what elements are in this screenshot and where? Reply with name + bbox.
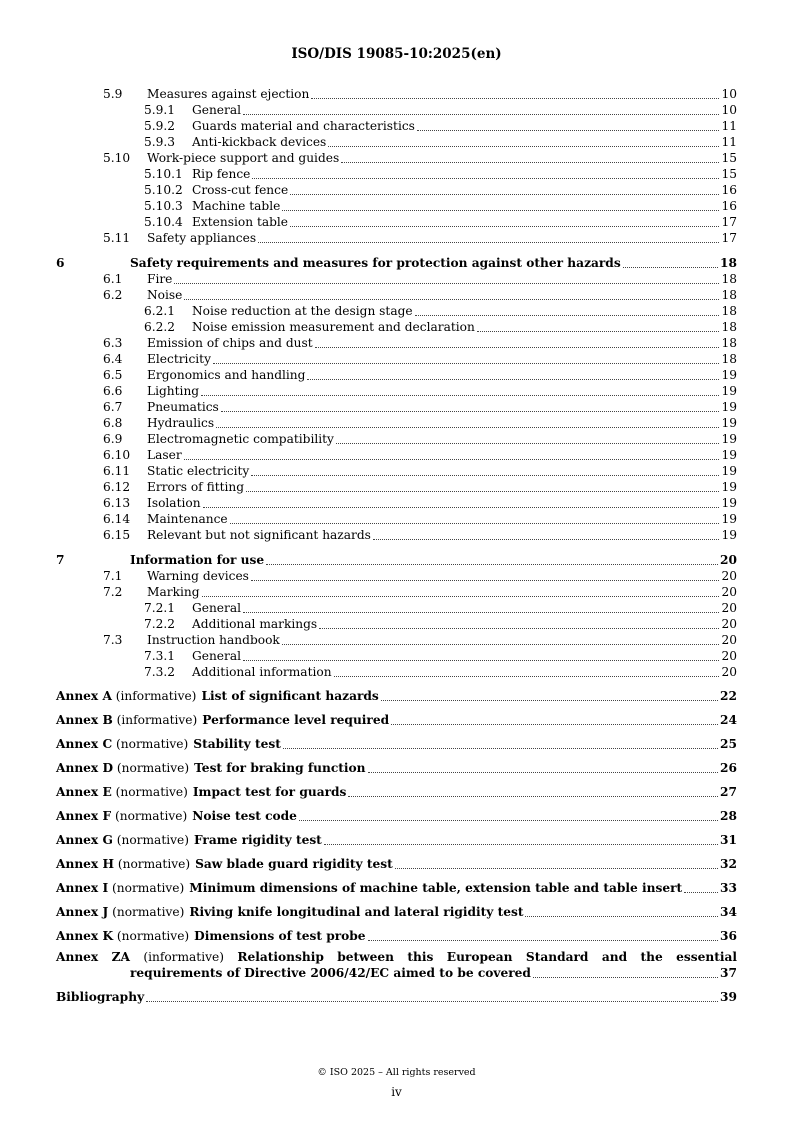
dot-leader bbox=[341, 161, 719, 163]
toc-entry[interactable] bbox=[103, 336, 737, 351]
toc-entry[interactable] bbox=[103, 569, 737, 584]
annex-za-word: Standard bbox=[525, 950, 589, 964]
dot-leader bbox=[246, 490, 719, 492]
dot-leader bbox=[266, 563, 718, 565]
entry-title: Additional information bbox=[192, 665, 332, 679]
dot-leader bbox=[146, 1000, 718, 1002]
entry-number: 7.2 bbox=[103, 585, 123, 599]
annex-entry[interactable] bbox=[56, 737, 737, 752]
toc-entry[interactable] bbox=[103, 416, 737, 431]
annex-type: (normative) bbox=[113, 929, 190, 943]
dot-leader bbox=[417, 129, 720, 131]
entry-number: 7.3.1 bbox=[144, 649, 176, 663]
dot-leader bbox=[307, 378, 719, 380]
annex-entry[interactable] bbox=[56, 761, 737, 776]
dot-leader bbox=[282, 209, 719, 211]
entry-title: General bbox=[192, 649, 241, 663]
annex-za-word: (informative) bbox=[143, 950, 224, 964]
entry-page: 20 bbox=[721, 601, 737, 615]
entry-title: Electromagnetic compatibility bbox=[147, 432, 334, 446]
entry-page: 10 bbox=[721, 87, 737, 101]
annex-za-heading-line[interactable] bbox=[56, 950, 737, 965]
entry-title: General bbox=[192, 103, 241, 117]
entry-page: 19 bbox=[721, 432, 737, 446]
annex-type: (normative) bbox=[113, 761, 190, 775]
entry-title: Static electricity bbox=[147, 464, 250, 478]
annex-za-word: and bbox=[601, 950, 628, 964]
annex-title: Dimensions of test probe bbox=[194, 929, 366, 943]
entry-page: 27 bbox=[720, 785, 737, 799]
entry-number: 7.3.2 bbox=[144, 665, 176, 679]
entry-number: 6.2.2 bbox=[144, 320, 176, 334]
annex-entry[interactable] bbox=[56, 881, 737, 896]
toc-entry[interactable] bbox=[103, 272, 737, 287]
toc-entry[interactable] bbox=[103, 528, 737, 543]
entry-title: Machine table bbox=[192, 199, 281, 213]
annex-label: Annex K bbox=[56, 929, 114, 943]
annex-title: Riving knife longitudinal and lateral rigidity test bbox=[189, 905, 524, 919]
annex-type: (normative) bbox=[111, 785, 188, 799]
entry-page: 36 bbox=[720, 929, 737, 943]
dot-leader bbox=[623, 266, 718, 268]
entry-title: Extension table bbox=[192, 215, 289, 229]
annex-type: (normative) bbox=[108, 881, 185, 895]
toc-entry[interactable] bbox=[103, 231, 737, 246]
entry-page: 15 bbox=[721, 167, 737, 181]
entry-title: Marking bbox=[147, 585, 200, 599]
annex-type: (normative) bbox=[112, 833, 189, 847]
entry-number: 7.1 bbox=[103, 569, 123, 583]
entry-title: Noise reduction at the design stage bbox=[192, 304, 413, 318]
toc-entry[interactable] bbox=[103, 585, 737, 600]
entry-number: 6.10 bbox=[103, 448, 131, 462]
toc-entry[interactable] bbox=[144, 601, 737, 616]
annex-label: Annex B bbox=[56, 713, 113, 727]
dot-leader bbox=[251, 474, 719, 476]
dot-leader bbox=[203, 506, 720, 508]
entry-page: 34 bbox=[720, 905, 737, 919]
dot-leader bbox=[336, 442, 720, 444]
entry-page: 19 bbox=[721, 400, 737, 414]
entry-title: Noise bbox=[147, 288, 183, 302]
dot-leader bbox=[381, 699, 718, 701]
entry-number: 6.5 bbox=[103, 368, 123, 382]
toc-entry[interactable] bbox=[144, 199, 737, 214]
toc-entry[interactable] bbox=[103, 288, 737, 303]
entry-number: 7.3 bbox=[103, 633, 123, 647]
dot-leader bbox=[684, 891, 718, 893]
entry-title: Instruction handbook bbox=[147, 633, 280, 647]
dot-leader bbox=[533, 976, 718, 978]
entry-number: 5.11 bbox=[103, 231, 131, 245]
entry-number: 7 bbox=[56, 553, 65, 567]
entry-page: 16 bbox=[721, 183, 737, 197]
annex-entry[interactable] bbox=[56, 929, 737, 944]
entry-page: 39 bbox=[720, 990, 737, 1004]
dot-leader bbox=[184, 458, 720, 460]
entry-title: Information for use bbox=[130, 553, 265, 567]
annex-za-word: Relationship bbox=[237, 950, 324, 964]
annex-title: Noise test code bbox=[192, 809, 297, 823]
annex-title: Stability test bbox=[193, 737, 281, 751]
annex-title: Performance level required bbox=[202, 713, 390, 727]
document-header: ISO/DIS 19085-10:2025(en) bbox=[291, 46, 502, 62]
dot-leader bbox=[395, 867, 718, 869]
annex-type: (informative) bbox=[112, 713, 198, 727]
dot-leader bbox=[282, 643, 720, 645]
entry-title: Measures against ejection bbox=[147, 87, 310, 101]
toc-entry[interactable] bbox=[144, 649, 737, 664]
entry-title: Fire bbox=[147, 272, 173, 286]
dot-leader bbox=[315, 346, 720, 348]
annex-entry[interactable] bbox=[56, 857, 737, 872]
entry-number: 5.9.1 bbox=[144, 103, 176, 117]
toc-entry[interactable] bbox=[144, 665, 737, 680]
entry-page: 18 bbox=[721, 336, 737, 350]
annex-label: Annex A bbox=[56, 689, 112, 703]
toc-entry[interactable] bbox=[103, 352, 737, 367]
entry-number: 5.10.3 bbox=[144, 199, 183, 213]
toc-entry[interactable] bbox=[103, 512, 737, 527]
entry-number: 6.6 bbox=[103, 384, 123, 398]
dot-leader bbox=[201, 394, 719, 396]
entry-page: 18 bbox=[721, 288, 737, 302]
dot-leader bbox=[216, 426, 719, 428]
dot-leader bbox=[368, 939, 718, 941]
dot-leader bbox=[391, 723, 718, 725]
entry-page: 19 bbox=[721, 368, 737, 382]
entry-page: 20 bbox=[721, 617, 737, 631]
entry-title: Relevant but not significant hazards bbox=[147, 528, 371, 542]
dot-leader bbox=[252, 177, 719, 179]
entry-number: 5.10 bbox=[103, 151, 131, 165]
entry-title: Safety appliances bbox=[147, 231, 257, 245]
annex-za-word: the bbox=[640, 950, 663, 964]
toc-entry[interactable] bbox=[103, 633, 737, 648]
dot-leader bbox=[290, 193, 719, 195]
toc-entry[interactable] bbox=[103, 496, 737, 511]
entry-title: Hydraulics bbox=[147, 416, 215, 430]
annex-title: Minimum dimensions of machine table, extension table and table insert bbox=[189, 881, 683, 895]
annex-za-entry[interactable] bbox=[130, 966, 737, 981]
entry-page: 11 bbox=[721, 119, 737, 133]
entry-page: 19 bbox=[721, 464, 737, 478]
annex-za-word: European bbox=[446, 950, 513, 964]
entry-page: 18 bbox=[721, 272, 737, 286]
dot-leader bbox=[258, 241, 719, 243]
annex-title: Impact test for guards bbox=[192, 785, 347, 799]
annex-label: Annex D bbox=[56, 761, 114, 775]
toc-chapter-entry[interactable] bbox=[56, 553, 737, 568]
entry-number: 6.12 bbox=[103, 480, 131, 494]
dot-leader bbox=[251, 579, 720, 581]
annex-label: Annex C bbox=[56, 737, 113, 751]
toc-entry[interactable] bbox=[144, 320, 737, 335]
entry-page: 20 bbox=[721, 649, 737, 663]
entry-number: 6.13 bbox=[103, 496, 131, 510]
dot-leader bbox=[368, 771, 719, 773]
entry-title: Additional markings bbox=[192, 617, 318, 631]
dot-leader bbox=[221, 410, 720, 412]
entry-page: 20 bbox=[721, 585, 737, 599]
entry-number: 5.9.3 bbox=[144, 135, 176, 149]
annex-za-word: Annex bbox=[56, 950, 99, 964]
entry-title: Guards material and characteristics bbox=[192, 119, 415, 133]
dot-leader bbox=[283, 747, 718, 749]
annex-label: Annex E bbox=[56, 785, 112, 799]
toc-entry[interactable] bbox=[103, 368, 737, 383]
entry-number: 6.11 bbox=[103, 464, 131, 478]
entry-number: 6.2.1 bbox=[144, 304, 176, 318]
toc-entry[interactable] bbox=[144, 119, 737, 134]
page-number: iv bbox=[391, 1085, 402, 1099]
annex-type: (normative) bbox=[108, 905, 185, 919]
entry-title: Work-piece support and guides bbox=[147, 151, 340, 165]
annex-label: Annex I bbox=[56, 881, 109, 895]
entry-number: 6.7 bbox=[103, 400, 123, 414]
toc-entry[interactable] bbox=[144, 183, 737, 198]
entry-number: 6.3 bbox=[103, 336, 123, 350]
annex-entry[interactable] bbox=[56, 905, 737, 920]
dot-leader bbox=[290, 225, 719, 227]
annex-type: (informative) bbox=[111, 689, 197, 703]
entry-page: 24 bbox=[720, 713, 737, 727]
annex-label: Annex F bbox=[56, 809, 112, 823]
dot-leader bbox=[230, 522, 720, 524]
toc-entry[interactable] bbox=[144, 167, 737, 182]
entry-title: Lighting bbox=[147, 384, 200, 398]
annex-entry[interactable] bbox=[56, 713, 737, 728]
annex-title: Test for braking function bbox=[194, 761, 366, 775]
entry-page: 20 bbox=[721, 633, 737, 647]
entry-page: 11 bbox=[721, 135, 737, 149]
entry-number: 6.9 bbox=[103, 432, 123, 446]
toc-entry[interactable] bbox=[103, 87, 737, 102]
entry-page: 19 bbox=[721, 512, 737, 526]
entry-page: 18 bbox=[721, 320, 737, 334]
toc-entry[interactable] bbox=[144, 135, 737, 150]
entry-page: 15 bbox=[721, 151, 737, 165]
annex-type: (normative) bbox=[113, 857, 191, 871]
entry-title: Errors of fitting bbox=[147, 480, 245, 494]
entry-page: 17 bbox=[721, 231, 737, 245]
entry-title: Emission of chips and dust bbox=[147, 336, 313, 350]
annex-label: Annex G bbox=[56, 833, 113, 847]
annex-title: Saw blade guard rigidity test bbox=[195, 857, 393, 871]
entry-page: 16 bbox=[721, 199, 737, 213]
entry-number: 6 bbox=[56, 256, 65, 270]
toc-chapter-entry[interactable] bbox=[56, 256, 737, 271]
entry-page: 17 bbox=[721, 215, 737, 229]
toc-entry[interactable] bbox=[144, 103, 737, 118]
annex-title: List of significant hazards bbox=[201, 689, 379, 703]
entry-page: 31 bbox=[720, 833, 737, 847]
entry-number: 5.10.4 bbox=[144, 215, 183, 229]
toc-entry[interactable] bbox=[103, 480, 737, 495]
annex-label: Annex J bbox=[56, 905, 109, 919]
entry-page: 10 bbox=[721, 103, 737, 117]
entry-number: 7.2.1 bbox=[144, 601, 176, 615]
annex-za-word: ZA bbox=[111, 950, 130, 964]
entry-title: Warning devices bbox=[147, 569, 249, 583]
entry-title: Safety requirements and measures for protection against other hazards bbox=[130, 256, 621, 270]
annex-label: Annex H bbox=[56, 857, 114, 871]
entry-page: 19 bbox=[721, 528, 737, 542]
entry-number: 5.10.1 bbox=[144, 167, 183, 181]
dot-leader bbox=[202, 595, 720, 597]
annex-za-title: requirements of Directive 2006/42/EC aimed to be covered bbox=[130, 966, 531, 980]
dot-leader bbox=[174, 282, 719, 284]
entry-title: Isolation bbox=[147, 496, 201, 510]
entry-number: 7.2.2 bbox=[144, 617, 176, 631]
dot-leader bbox=[334, 675, 720, 677]
entry-page: 33 bbox=[720, 881, 737, 895]
bibliography-title: Bibliography bbox=[56, 990, 145, 1004]
dot-leader bbox=[319, 627, 719, 629]
entry-page: 32 bbox=[720, 857, 737, 871]
entry-page: 18 bbox=[721, 352, 737, 366]
toc-entry[interactable] bbox=[103, 400, 737, 415]
dot-leader bbox=[311, 97, 719, 99]
entry-page: 25 bbox=[720, 737, 737, 751]
toc-entry[interactable] bbox=[103, 448, 737, 463]
toc-entry[interactable] bbox=[103, 151, 737, 166]
entry-page: 19 bbox=[721, 480, 737, 494]
entry-page: 28 bbox=[720, 809, 737, 823]
dot-leader bbox=[415, 314, 720, 316]
annex-entry[interactable] bbox=[56, 809, 737, 824]
toc-entry[interactable] bbox=[144, 215, 737, 230]
entry-number: 6.4 bbox=[103, 352, 123, 366]
toc-entry[interactable] bbox=[144, 304, 737, 319]
copyright-footer: © ISO 2025 – All rights reserved bbox=[317, 1067, 476, 1078]
entry-number: 6.2 bbox=[103, 288, 123, 302]
annex-type: (normative) bbox=[112, 737, 189, 751]
entry-title: General bbox=[192, 601, 241, 615]
entry-number: 6.15 bbox=[103, 528, 131, 542]
entry-page: 18 bbox=[721, 304, 737, 318]
entry-page: 37 bbox=[720, 966, 737, 980]
dot-leader bbox=[243, 113, 719, 115]
entry-page: 22 bbox=[720, 689, 737, 703]
annex-entry[interactable] bbox=[56, 785, 737, 800]
annex-za-word: essential bbox=[676, 950, 737, 964]
entry-page: 19 bbox=[721, 496, 737, 510]
annex-za-word: this bbox=[407, 950, 434, 964]
annex-za-word: between bbox=[337, 950, 395, 964]
annex-entry[interactable] bbox=[56, 689, 737, 704]
toc-entry[interactable] bbox=[144, 617, 737, 632]
dot-leader bbox=[477, 330, 720, 332]
entry-number: 5.9 bbox=[103, 87, 123, 101]
entry-number: 6.1 bbox=[103, 272, 123, 286]
entry-number: 5.9.2 bbox=[144, 119, 176, 133]
annex-entry[interactable] bbox=[56, 833, 737, 848]
dot-leader bbox=[243, 659, 719, 661]
entry-title: Anti-kickback devices bbox=[192, 135, 327, 149]
entry-title: Pneumatics bbox=[147, 400, 219, 414]
entry-title: Electricity bbox=[147, 352, 211, 366]
entry-page: 19 bbox=[721, 384, 737, 398]
dot-leader bbox=[213, 362, 720, 364]
annex-type: (normative) bbox=[111, 809, 188, 823]
entry-number: 5.10.2 bbox=[144, 183, 183, 197]
dot-leader bbox=[373, 538, 720, 540]
dot-leader bbox=[525, 915, 718, 917]
entry-number: 6.14 bbox=[103, 512, 131, 526]
toc-entry[interactable] bbox=[103, 384, 737, 399]
toc-entry[interactable] bbox=[103, 464, 737, 479]
dot-leader bbox=[243, 611, 719, 613]
entry-page: 20 bbox=[721, 569, 737, 583]
entry-title: Noise emission measurement and declaration bbox=[192, 320, 475, 334]
entry-number: 6.8 bbox=[103, 416, 123, 430]
toc-entry[interactable] bbox=[103, 432, 737, 447]
entry-page: 19 bbox=[721, 448, 737, 462]
entry-page: 18 bbox=[720, 256, 737, 270]
annex-title: Frame rigidity test bbox=[193, 833, 322, 847]
entry-page: 20 bbox=[721, 665, 737, 679]
entry-title: Rip fence bbox=[192, 167, 251, 181]
entry-title: Cross-cut fence bbox=[192, 183, 289, 197]
entry-title: Laser bbox=[147, 448, 182, 462]
entry-page: 26 bbox=[720, 761, 737, 775]
entry-title: Ergonomics and handling bbox=[147, 368, 306, 382]
dot-leader bbox=[299, 819, 718, 821]
dot-leader bbox=[184, 298, 719, 300]
entry-page: 20 bbox=[720, 553, 737, 567]
dot-leader bbox=[328, 145, 719, 147]
bibliography-entry[interactable] bbox=[56, 990, 737, 1005]
dot-leader bbox=[348, 795, 718, 797]
dot-leader bbox=[324, 843, 718, 845]
entry-title: Maintenance bbox=[147, 512, 228, 526]
entry-page: 19 bbox=[721, 416, 737, 430]
